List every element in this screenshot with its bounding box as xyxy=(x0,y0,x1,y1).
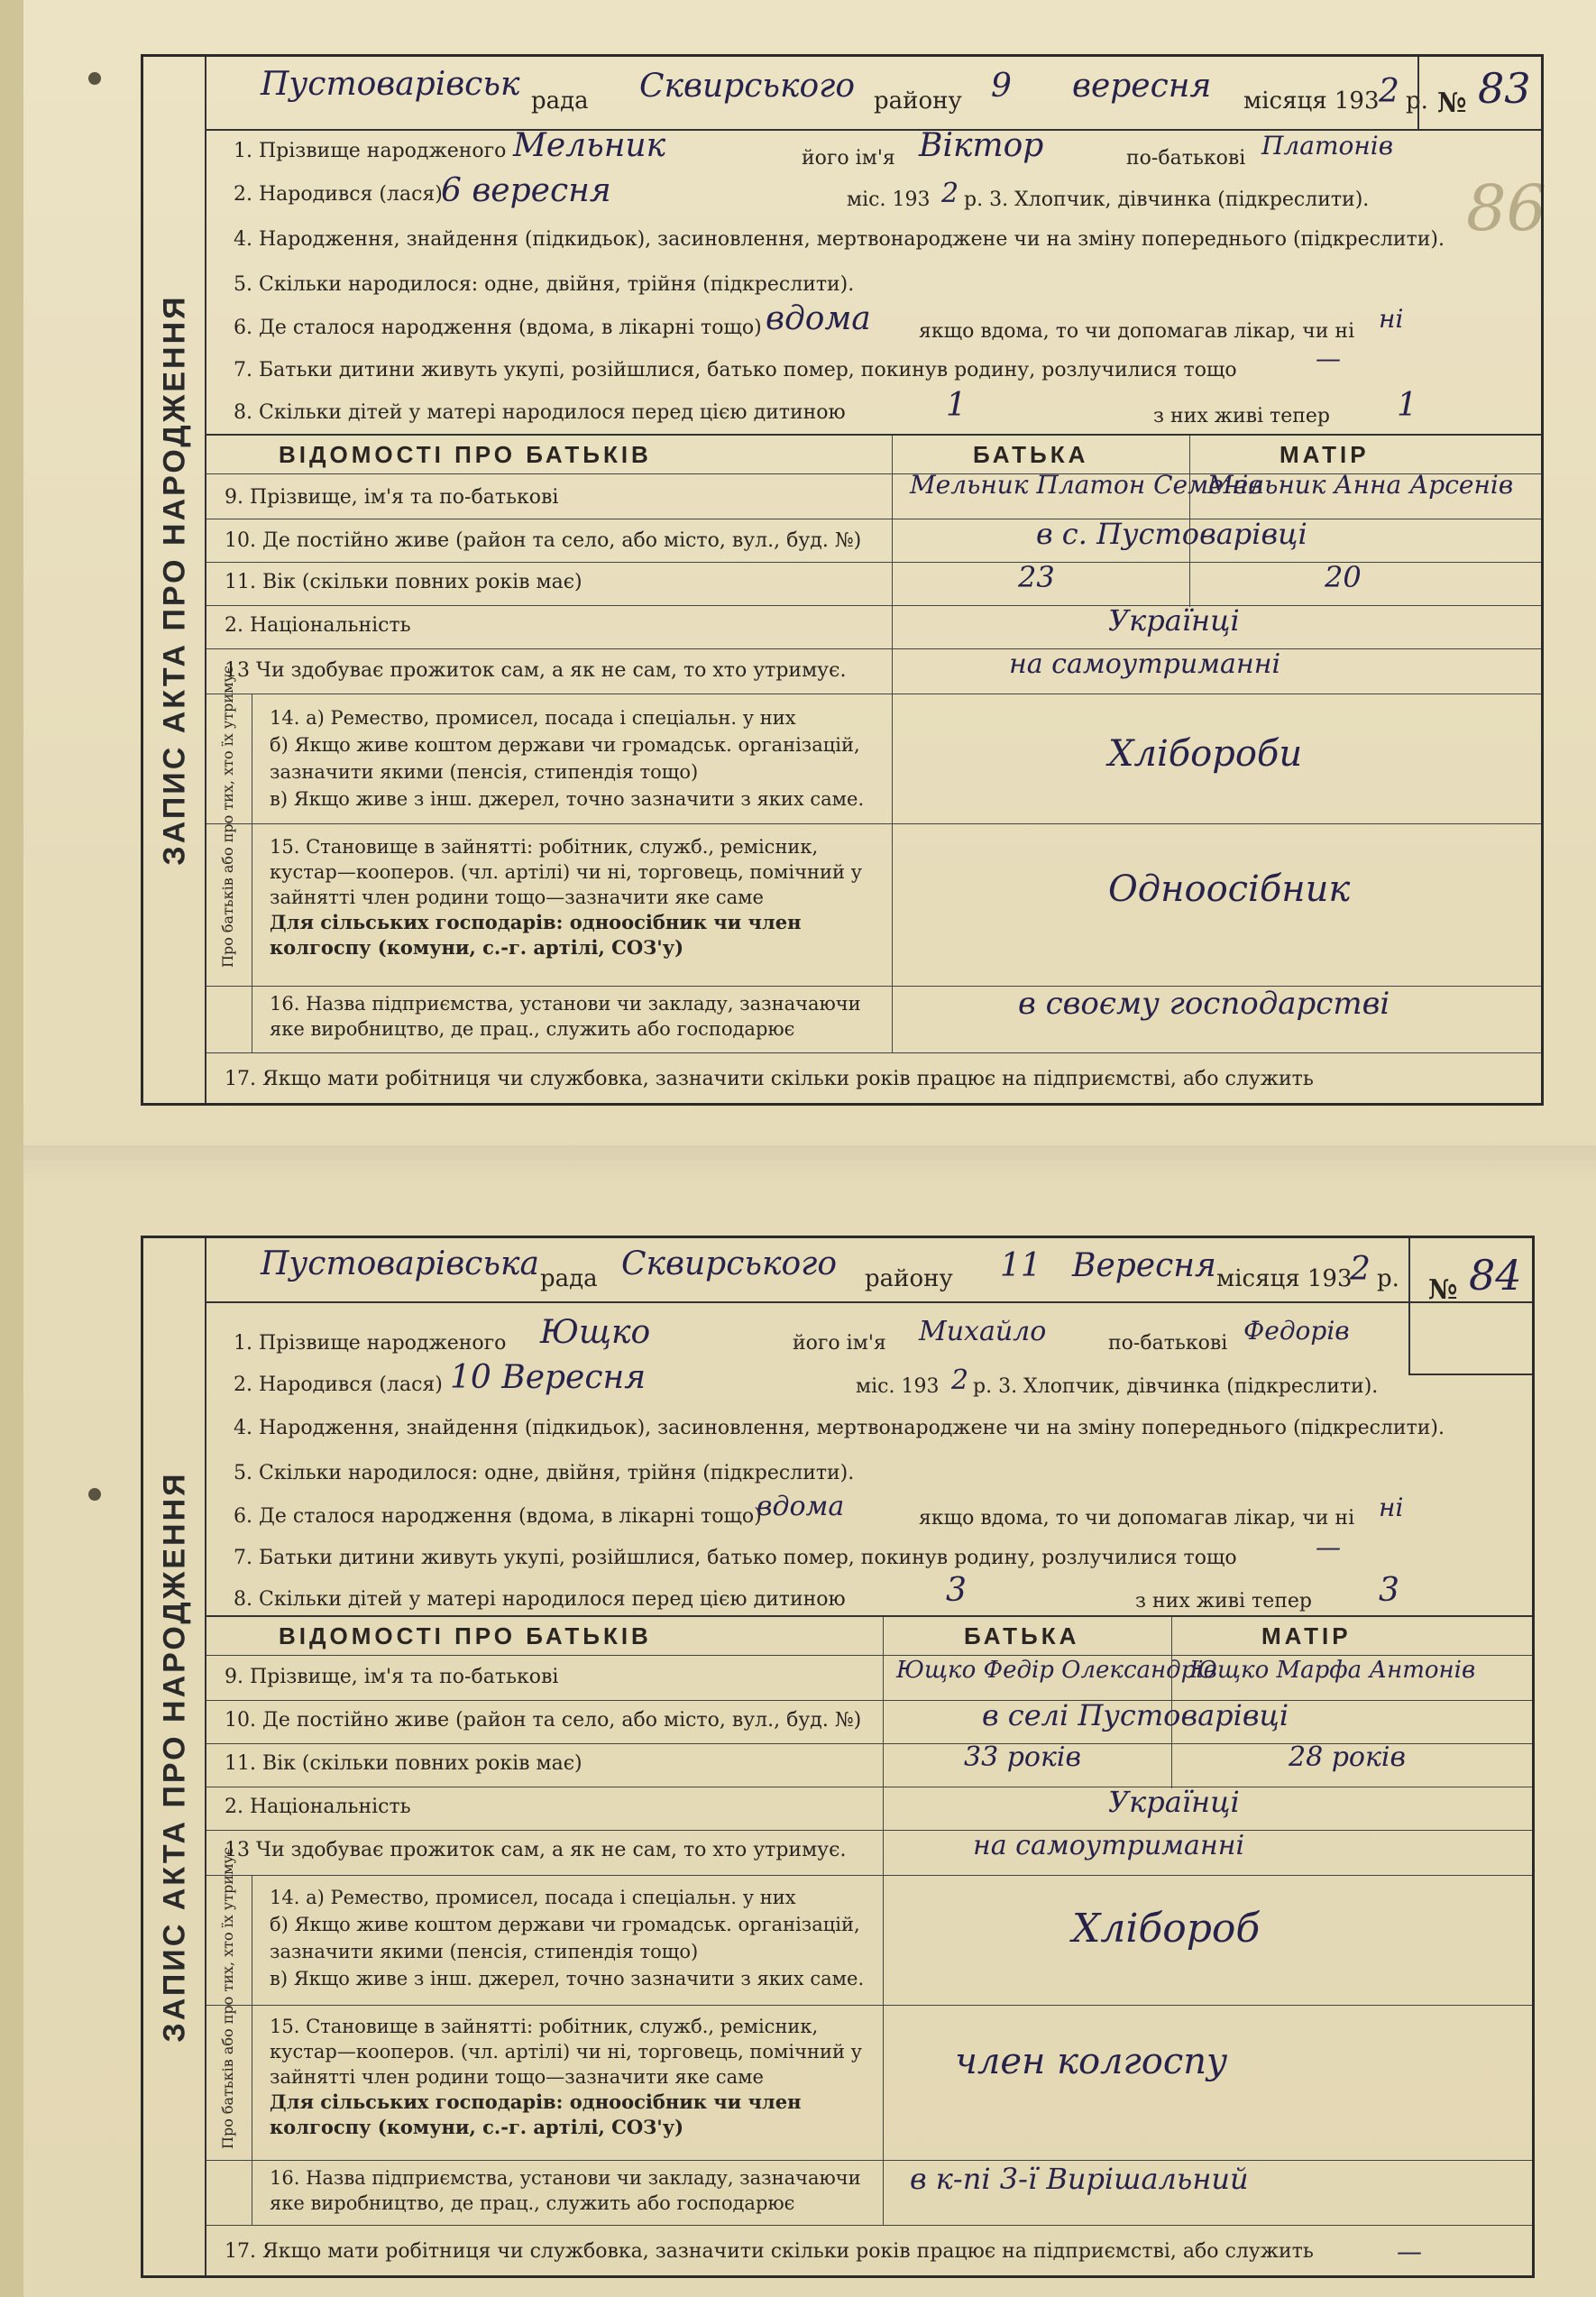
field-2-label: 2. Народився (лася) xyxy=(234,183,443,206)
record-number: 83 xyxy=(1478,64,1531,113)
binding-hole xyxy=(88,72,101,85)
row-divider xyxy=(206,1700,1532,1701)
workplace: в к-пі 3-ї Вирішальний xyxy=(910,2162,1249,2196)
residence: в селі Пустоварівці xyxy=(982,1698,1289,1732)
mother-name: Ющко Марфа Антонів xyxy=(1189,1657,1476,1684)
field-8-label: 8. Скільки дітей у матері народилося перед цією дитиною xyxy=(234,1588,846,1611)
row-12-label: 2. Національність xyxy=(225,1796,411,1818)
council-label: рада xyxy=(531,87,589,115)
council-name: Пустоварівська xyxy=(261,1245,539,1282)
doctor-assisted: ні xyxy=(1379,304,1404,334)
row-divider xyxy=(206,1655,1532,1656)
father-name: Ющко Федір Олександрів xyxy=(896,1657,1217,1684)
table-header-mother: МАТІР xyxy=(1261,1622,1352,1649)
field-6-label: 6. Де сталося народження (вдома, в лікарні тощо) xyxy=(234,317,762,339)
children-alive: 3 xyxy=(1379,1572,1399,1609)
table-header-info: ВІДОМОСТІ ПРО БАТЬКІВ xyxy=(279,1622,652,1649)
record-number: 84 xyxy=(1469,1251,1522,1300)
row-17-label: 17. Якщо мати робітниця чи службовка, зазначити скільки років працює на підприємстві, або служить xyxy=(225,2240,1314,2263)
mother-work-years: — xyxy=(1397,2237,1422,2266)
number-label: № xyxy=(1437,87,1467,119)
row-14c-label: в) Якщо живе з інш. джерел, точно зазначити з яких саме. xyxy=(270,788,865,810)
child-patronymic: Платонів xyxy=(1261,131,1394,161)
row-12-label: 2. Національність xyxy=(225,614,411,637)
row-14-text xyxy=(270,1884,874,1992)
birth-record-83 xyxy=(141,54,1547,1106)
row-16-label: 16. Назва підприємства, установи чи закладу, зазначаючи яке виробництво, де прац., служить або господарює xyxy=(270,2167,861,2214)
field-2c-label: р. 3. Хлопчик, дівчинка (підкреслити). xyxy=(973,1375,1379,1398)
father-name: Мельник Платон Семенів xyxy=(910,470,1263,500)
field-6b-label: якщо вдома, то чи допомагав лікар, чи ні xyxy=(919,320,1355,343)
left-margin xyxy=(0,0,23,2297)
side-note: Про батьків або про тих, хто їх утримує xyxy=(219,666,236,968)
document-sheet xyxy=(23,0,1596,2297)
field-1b-label: його ім'я xyxy=(793,1332,886,1355)
row-divider xyxy=(206,2225,1532,2226)
birth-year-digit: 2 xyxy=(941,178,959,209)
row-15b-label: Для сільських господарів: одноосібник чи член колгоспу (комуни, с.-г. артілі, СОЗ'у) xyxy=(270,2090,802,2138)
field-2c-label: р. 3. Хлопчик, дівчинка (підкреслити). xyxy=(964,188,1370,211)
child-surname: Ющко xyxy=(540,1314,651,1351)
row-divider xyxy=(206,1052,1541,1053)
number-label: № xyxy=(1428,1274,1458,1306)
day: 11 xyxy=(1000,1247,1041,1284)
row-14b-label: б) Якщо живе коштом держави чи громадськ. організацій, зазначити якими (пенсія, стипендія тощо) xyxy=(270,1914,860,1962)
birth-place: вдома xyxy=(766,300,871,337)
field-8b-label: з них живі тепер xyxy=(1153,405,1330,427)
day: 9 xyxy=(991,68,1012,105)
field-1-label: 1. Прізвище народженого xyxy=(234,140,507,162)
parents-status: — xyxy=(1316,344,1341,373)
field-1-label: 1. Прізвище народженого xyxy=(234,1332,507,1355)
district-name: Сквирського xyxy=(639,68,856,105)
income-source: на самоутриманні xyxy=(973,1830,1245,1861)
field-2b-label: міс. 193 xyxy=(856,1375,940,1398)
field-4-label: 4. Народження, знайдення (підкидьок), засиновлення, мертвонароджене чи на зміну попереднього (підкреслити). xyxy=(234,1417,1445,1439)
year-label: р. xyxy=(1377,1265,1399,1292)
child-patronymic: Федорів xyxy=(1243,1316,1350,1346)
field-7-label: 7. Батьки дитини живуть укупі, розійшлися, батько помер, покинув родину, розлучилися тощо xyxy=(234,359,1237,381)
district-label: району xyxy=(865,1265,953,1292)
column-divider xyxy=(892,436,893,1053)
side-note: Про батьків або про тих, хто їх утримує xyxy=(219,1847,236,2149)
row-15a-label: 15. Становище в зайнятті: робітник, служб., ремісник, кустар—кооперов. (чл. артілі) чи ні, торговець, помічний у зайнятті член родини тощо—зазначити яке саме xyxy=(270,836,863,908)
mother-age: 20 xyxy=(1325,560,1362,594)
row-11-label: 11. Вік (скільки повних років має) xyxy=(225,571,582,593)
birth-place: вдома xyxy=(757,1491,845,1522)
child-name: Михайло xyxy=(919,1316,1047,1347)
row-divider xyxy=(206,1875,1532,1876)
parents-status: — xyxy=(1316,1532,1341,1562)
row-divider xyxy=(206,2160,1532,2161)
council-name: Пустоварівськ xyxy=(261,66,520,103)
record-side-label xyxy=(143,57,206,1103)
father-age: 33 років xyxy=(964,1741,1081,1773)
employment-status: член колгоспу xyxy=(955,2041,1228,2082)
row-17-label: 17. Якщо мати робітниця чи службовка, зазначити скільки років працює на підприємстві, або служить xyxy=(225,1068,1314,1090)
residence: в с. Пустоварівці xyxy=(1036,517,1307,551)
row-14c-label: в) Якщо живе з інш. джерел, точно зазначити з яких саме. xyxy=(270,1968,865,1989)
field-8b-label: з них живі тепер xyxy=(1135,1590,1312,1612)
year-label: р. xyxy=(1406,87,1428,115)
children-alive: 1 xyxy=(1397,387,1417,424)
field-2b-label: міс. 193 xyxy=(847,188,931,211)
row-11-label: 11. Вік (скільки повних років має) xyxy=(225,1752,582,1775)
nationality: Українці xyxy=(1108,1785,1240,1819)
district-name: Сквирського xyxy=(621,1245,838,1282)
year-digit: 2 xyxy=(1379,73,1399,110)
row-10-label: 10. Де постійно живе (район та село, або місто, вул., буд. №) xyxy=(225,1709,862,1732)
record-title: ЗАПИС АКТА ПРО НАРОДЖЕННЯ xyxy=(157,1471,192,2043)
row-15-text xyxy=(270,2014,874,2140)
record-header xyxy=(206,57,1541,131)
row-13-label: 13 Чи здобуває прожиток сам, а як не сам, то хто утримує. xyxy=(225,1839,847,1861)
row-9-label: 9. Прізвище, ім'я та по-батькові xyxy=(225,486,559,509)
record-title: ЗАПИС АКТА ПРО НАРОДЖЕННЯ xyxy=(157,294,192,866)
field-6-label: 6. Де сталося народження (вдома, в лікарні тощо) xyxy=(234,1505,762,1528)
row-15-text xyxy=(270,834,883,960)
child-name: Віктор xyxy=(919,127,1044,164)
table-header-info: ВІДОМОСТІ ПРО БАТЬКІВ xyxy=(279,441,652,468)
table-header-mother: МАТІР xyxy=(1280,441,1370,468)
row-16-label: 16. Назва підприємства, установи чи закладу, зазначаючи яке виробництво, де прац., служить або господарює xyxy=(270,993,861,1040)
field-5-label: 5. Скільки народилося: одне, двійня, трійня (підкреслити). xyxy=(234,273,855,296)
field-6b-label: якщо вдома, то чи допомагав лікар, чи ні xyxy=(919,1507,1355,1530)
row-15b-label: Для сільських господарів: одноосібник чи член колгоспу (комуни, с.-г. артілі, СОЗ'у) xyxy=(270,911,802,959)
year-digit: 2 xyxy=(1350,1251,1371,1288)
parents-table xyxy=(206,434,1541,1053)
row-14b-label: б) Якщо живе коштом держави чи громадськ. організацій, зазначити якими (пенсія, стипендія тощо) xyxy=(270,734,860,783)
field-1c-label: по-батькові xyxy=(1108,1332,1228,1355)
row-divider xyxy=(206,648,1541,649)
row-divider xyxy=(206,1830,1532,1831)
field-2-label: 2. Народився (лася) xyxy=(234,1374,443,1396)
page-fold xyxy=(23,1145,1596,1181)
field-7-label: 7. Батьки дитини живуть укупі, розійшлися, батько помер, покинув родину, розлучилися тощо xyxy=(234,1547,1237,1569)
mother-age: 28 років xyxy=(1289,1741,1406,1773)
doctor-assisted: ні xyxy=(1379,1493,1404,1522)
child-surname: Мельник xyxy=(513,127,666,164)
record-side-label xyxy=(143,1238,206,2275)
birth-date: 10 Вересня xyxy=(450,1359,647,1396)
children-born-before: 1 xyxy=(946,387,967,424)
children-born-before: 3 xyxy=(946,1572,967,1609)
record-number-box xyxy=(1408,1238,1532,1375)
column-divider xyxy=(883,1617,884,2226)
binding-hole xyxy=(88,1488,101,1501)
row-10-label: 10. Де постійно живе (район та село, або місто, вул., буд. №) xyxy=(225,529,862,552)
birth-year-digit: 2 xyxy=(951,1364,969,1396)
income-source: на самоутриманні xyxy=(1009,648,1281,680)
row-14a-label: 14. а) Ремество, промисел, посада і спеціальн. у них xyxy=(270,1887,796,1908)
field-1c-label: по-батькові xyxy=(1126,147,1246,170)
field-4-label: 4. Народження, знайдення (підкидьок), засиновлення, мертвонароджене чи на зміну попереднього (підкреслити). xyxy=(234,228,1445,251)
row-divider xyxy=(206,605,1541,606)
record-number-box xyxy=(1417,57,1541,129)
month-label: місяця 193 xyxy=(1216,1265,1353,1292)
occupation: Хлібороб xyxy=(1072,1906,1261,1952)
field-1b-label: його ім'я xyxy=(802,147,895,170)
occupation: Хлібороби xyxy=(1108,733,1303,775)
council-label: рада xyxy=(540,1265,598,1292)
month: вересня xyxy=(1072,68,1212,105)
row-13-label: 13 Чи здобуває прожиток сам, а як не сам, то хто утримує. xyxy=(225,659,847,682)
district-label: району xyxy=(874,87,962,115)
row-15a-label: 15. Становище в зайнятті: робітник, служб., ремісник, кустар—кооперов. (чл. артілі) чи ні, торговець, помічний у зайнятті член родини тощо—зазначити яке саме xyxy=(270,2016,863,2088)
mother-name: Мельник Анна Арсенів xyxy=(1207,470,1514,500)
table-header-father: БАТЬКА xyxy=(973,441,1089,468)
margin-mark: 86 xyxy=(1466,171,1547,245)
workplace: в своєму господарстві xyxy=(1018,986,1390,1022)
parents-table xyxy=(206,1615,1532,2226)
row-14-text xyxy=(270,704,883,813)
birth-record-84 xyxy=(141,1236,1535,2278)
row-9-label: 9. Прізвище, ім'я та по-батькові xyxy=(225,1666,559,1688)
row-14a-label: 14. а) Ремество, промисел, посада і спеціальн. у них xyxy=(270,707,796,729)
employment-status: Одноосібник xyxy=(1108,868,1351,910)
father-age: 23 xyxy=(1018,560,1055,594)
field-5-label: 5. Скільки народилося: одне, двійня, трійня (підкреслити). xyxy=(234,1462,855,1484)
month: Вересня xyxy=(1072,1247,1216,1284)
row-divider xyxy=(206,823,1541,824)
birth-date: 6 вересня xyxy=(441,172,611,209)
field-8-label: 8. Скільки дітей у матері народилося перед цією дитиною xyxy=(234,401,846,424)
row-divider xyxy=(206,2005,1532,2006)
record-header xyxy=(206,1238,1532,1306)
month-label: місяця 193 xyxy=(1243,87,1380,115)
table-header-father: БАТЬКА xyxy=(964,1622,1080,1649)
nationality: Українці xyxy=(1108,603,1240,638)
